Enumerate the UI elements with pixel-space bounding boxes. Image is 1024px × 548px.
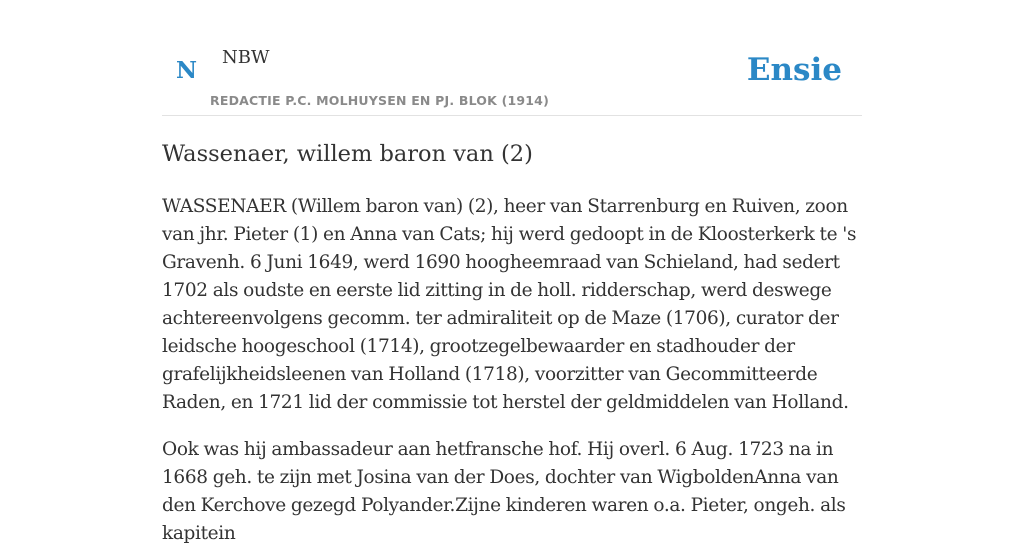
article <box>162 138 862 548</box>
ensie-logo[interactable]: Ensie <box>746 52 842 88</box>
site-header <box>162 30 862 116</box>
page-title: Wassenaer, willem baron van (2) <box>162 141 533 167</box>
source-title-link[interactable]: NBW <box>222 47 270 68</box>
article-paragraph: WASSENAER (Willem baron van) (2), heer van Starrenburg en Ruiven, zoon van jhr. Pieter (1) en Anna van Cats; hij werd gedoopt in de Kloosterkerk te 's Gravenh. 6 Juni 1649, werd 1690 hoogheemraad van Schieland, had sedert 1702 als oudste en eerste lid zitting in de holl. ridderschap, werd deswege achtereenvolgens gecomm. ter admiraliteit op de Maze (1706), curator der leidsche hoogeschool (1714), grootzegelbewaarder en stadhouder der grafelijkheidsleenen van Holland (1718), voorzitter van Gecommitteerde Raden, en 1721 lid der commissie tot herstel der geldmiddelen van Holland. <box>162 196 857 413</box>
source-logo[interactable]: N <box>176 57 198 84</box>
source-subtitle: REDACTIE P.C. MOLHUYSEN EN PJ. BLOK (1914) <box>210 93 549 108</box>
article-paragraph: Ook was hij ambassadeur aan hetfransche hof. Hij overl. 6 Aug. 1723 na in 1668 geh. te zijn met Josina van der Does, dochter van WigboldenAnna van den Kerchove gezegd Polyander.Zijne kinderen waren o.a. Pieter, ongeh. als kapitein <box>162 439 846 544</box>
